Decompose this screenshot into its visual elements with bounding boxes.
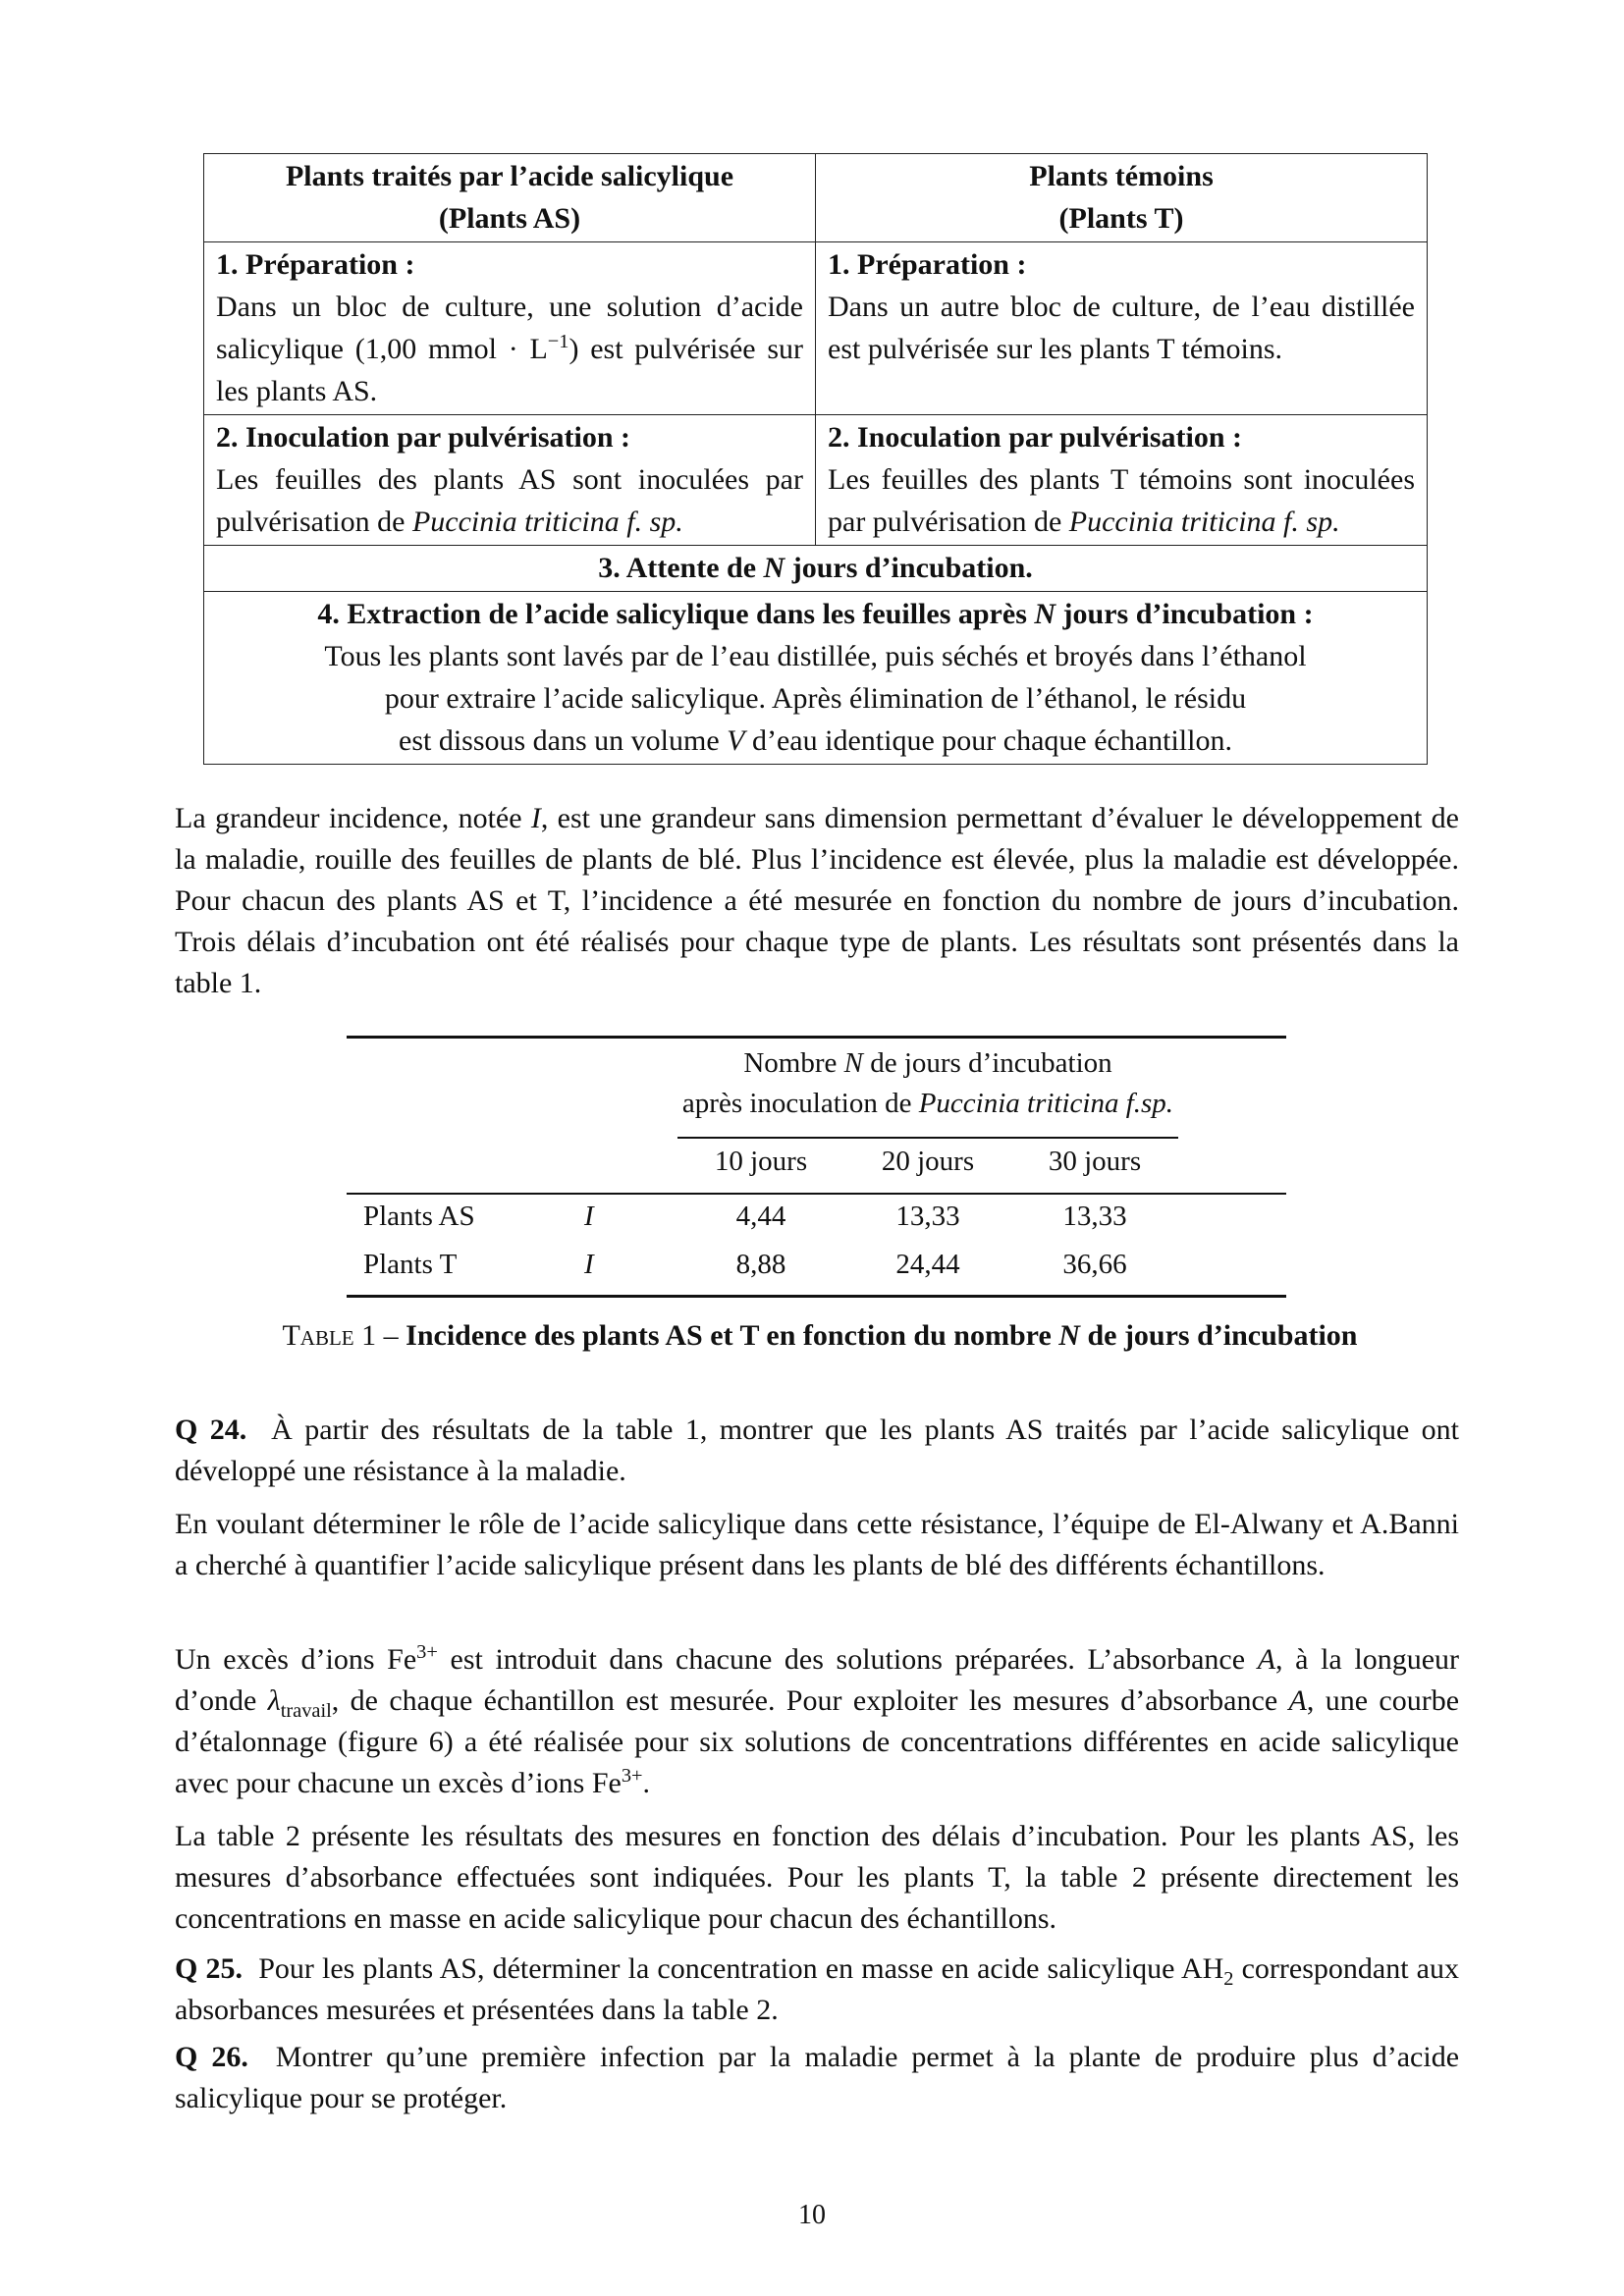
- extraction-line-2: pour extraire l’acide salicylique. Après élimination de l’éthanol, le résidu: [384, 682, 1247, 715]
- question-25-label: Q 25.: [175, 1952, 243, 1985]
- header-cmidrule: [677, 1137, 1178, 1139]
- preparation-as-title: 1. Préparation :: [216, 248, 415, 281]
- preparation-t-text: Dans un autre bloc de culture, de l’eau distillée est pulvérisée sur les plants T témoins.: [828, 291, 1415, 365]
- inoculation-t-cell: [816, 415, 1428, 546]
- preparation-as-text: Dans un bloc de culture, une solution d’acide salicylique (1,00 mmol · $L^{-1}$) est pulvérisée sur les plants AS.: [216, 291, 803, 407]
- question-26: Q 26. Montrer qu’une première infection par la maladie permet à la plante de produire plus d’acide salicylique pour se protéger.: [175, 2041, 1460, 2114]
- table2-paragraph: La table 2 présente les résultats des mesures en fonction des délais d’incubation. Pour les plants AS, les mesures d’absorbance effectuées sont indiquées. Pour les plants T, la table 2 présente directement les concentrations en masse en acide salicylique pour chacun des échantillons.: [175, 1820, 1459, 1935]
- protocol-extraction-row: [204, 592, 1428, 765]
- role-paragraph: En voulant déterminer le rôle de l’acide salicylique dans cette résistance, l’équipe de El-Alwany et A.Banni a cherché à quantifier l’acide salicylique présent dans les plants de blé des différents échantillons.: [175, 1508, 1459, 1581]
- header-t-line1: Plants témoins: [1029, 160, 1214, 192]
- inoculation-t-text: Les feuilles des plants T témoins sont inoculées par pulvérisation de Puccinia triticina f. sp.: [828, 463, 1415, 538]
- question-25: Q 25. Pour les plants AS, déterminer la concentration en masse en acide salicylique $AH_2$ correspondant aux absorbances mesurées et présentées dans la table 2.: [175, 1952, 1459, 2026]
- row-as-symbol: I: [584, 1201, 594, 1232]
- mid-rule: [347, 1193, 1286, 1195]
- wait-cell: 3. Attente de N jours d’incubation.: [204, 546, 1428, 592]
- inoculation-as-title: 2. Inoculation par pulvérisation :: [216, 421, 631, 454]
- header-as-line2: (Plants AS): [438, 202, 581, 235]
- question-26-label: Q 26.: [175, 2041, 248, 2073]
- caption-prefix: Table 1: [282, 1319, 377, 1352]
- extraction-title: 4. Extraction de l’acide salicylique dans les feuilles après N jours d’incubation :: [317, 598, 1314, 630]
- protocol-table: [203, 153, 1428, 765]
- inoculation-as-text: Les feuilles des plants AS sont inoculées par pulvérisation de Puccinia triticina f. sp.: [216, 463, 803, 538]
- bottom-rule: [347, 1295, 1286, 1298]
- preparation-as-cell: [204, 242, 816, 415]
- col-header-30: 30 jours: [1048, 1146, 1142, 1177]
- row-t-symbol: I: [584, 1249, 594, 1280]
- inoculation-as-cell: [204, 415, 816, 546]
- extraction-cell: [204, 592, 1428, 765]
- preparation-t-cell: [816, 242, 1428, 415]
- incidence-paragraph: La grandeur incidence, notée I, est une grandeur sans dimension permettant d’évaluer le développement de la maladie, rouille des feuilles de plants de blé. Plus l’incidence est élevée, plus la maladie est développée. Pour chacun des plants AS et T, l’incidence a été mesurée en fonction du nombre de jours d’incubation. Trois délais d’incubation ont été réalisés pour chaque type de plants. Les résultats sont présentés dans la table 1.: [175, 802, 1459, 999]
- header-t-line2: (Plants T): [1058, 202, 1184, 235]
- row-t-value-20: 24,44: [895, 1249, 960, 1280]
- protocol-wait-row: [204, 546, 1428, 592]
- header-plants-as: [204, 154, 816, 242]
- top-rule: [347, 1036, 1286, 1039]
- extraction-line-1: Tous les plants sont lavés par de l’eau distillée, puis séchés et broyés dans l’éthanol: [324, 640, 1307, 672]
- row-as-value-10: 4,44: [735, 1201, 786, 1232]
- inoculation-t-title: 2. Inoculation par pulvérisation :: [828, 421, 1243, 454]
- table-caption: Table 1 – Incidence des plants AS et T en fonction du nombre N de jours d’incubation: [282, 1319, 1358, 1352]
- row-as-value-30: 13,33: [1062, 1201, 1127, 1232]
- preparation-t-title: 1. Préparation :: [828, 248, 1027, 281]
- protocol-header-row: [204, 154, 1428, 242]
- col-header-10: 10 jours: [714, 1146, 808, 1177]
- row-t-value-30: 36,66: [1062, 1249, 1127, 1280]
- question-24-label: Q 24.: [175, 1414, 247, 1446]
- page-number: 10: [798, 2200, 826, 2230]
- question-24: Q 24. À partir des résultats de la table 1, montrer que les plants AS traités par l’acide salicylique ont développé une résistance à la maladie.: [175, 1414, 1460, 1487]
- header-as-line1: Plants traités par l’acide salicylique: [285, 160, 734, 192]
- extraction-line-3: est dissous dans un volume V d’eau identique pour chaque échantillon.: [399, 724, 1232, 757]
- protocol-inoculation-row: [204, 415, 1428, 546]
- row-as-label: Plants AS: [363, 1201, 475, 1232]
- results-header-line1: Nombre N de jours d’incubation: [743, 1047, 1112, 1079]
- col-header-20: 20 jours: [881, 1146, 975, 1177]
- header-plants-t: [816, 154, 1428, 242]
- row-t-label: Plants T: [363, 1249, 458, 1280]
- row-as-value-20: 13,33: [895, 1201, 960, 1232]
- protocol-preparation-row: [204, 242, 1428, 415]
- results-header-line2: après inoculation de Puccinia triticina f.sp.: [681, 1088, 1174, 1119]
- row-t-value-10: 8,88: [735, 1249, 786, 1280]
- iron-ions-paragraph: Un excès d’ions $Fe^{3+}$ est introduit dans chacune des solutions préparées. L’absorbance A, à la longueur d’onde $\lambda_{travail}$, de chaque échantillon est mesurée. Pour exploiter les mesures d’absorbance A, une courbe d’étalonnage (figure 6) a été réalisée pour six solutions de concentrations différentes en acide salicylique avec pour chacune un excès d’ions $Fe^{3+}$.: [175, 1641, 1460, 1799]
